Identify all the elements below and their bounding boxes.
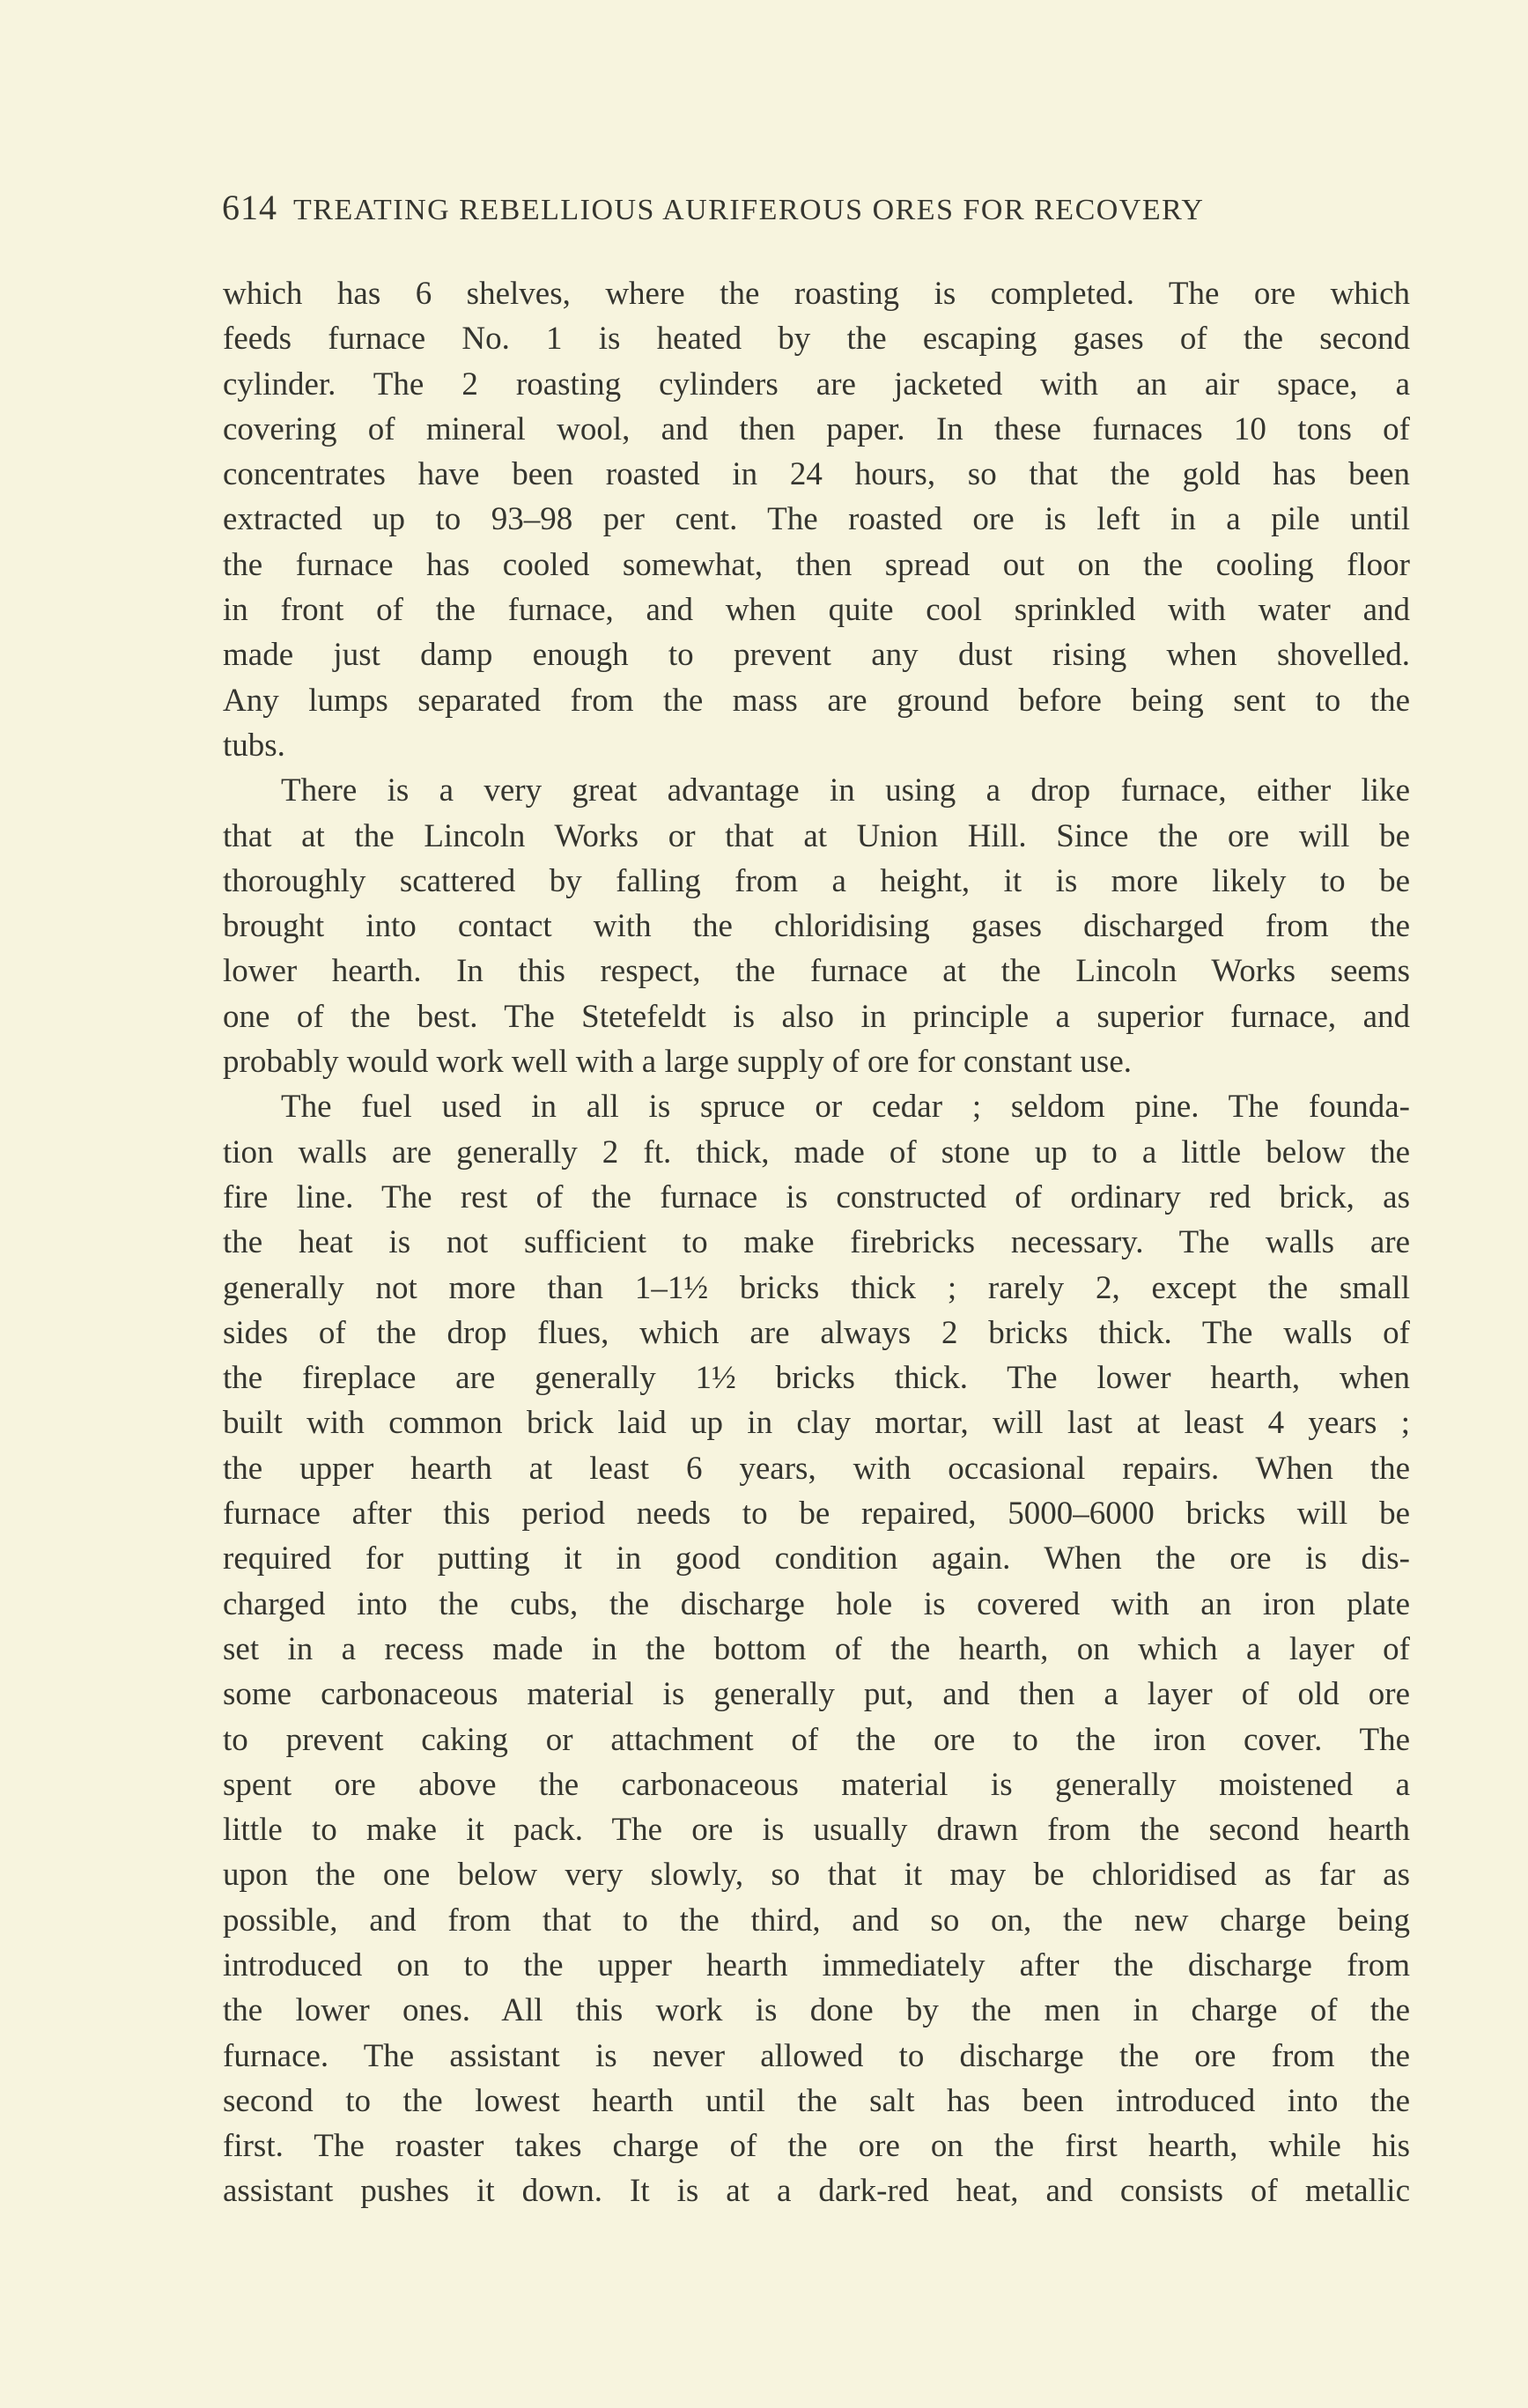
text-line: built with common brick laid up in clay mortar, will last at least 4 years ; xyxy=(223,1405,1410,1442)
text-line: introduced on to the upper hearth immediately after the discharge from xyxy=(223,1946,1410,1983)
text-line: probably would work well with a large supply of ore for constant use. xyxy=(223,1044,1133,1081)
text-line: charged into the cubs, the discharge hole is covered with an iron plate xyxy=(223,1585,1410,1622)
text-line: fire line. The rest of the furnace is constructed of ordinary red brick, as xyxy=(223,1178,1410,1215)
text-line: the lower ones. All this work is done by the men in charge of the xyxy=(223,1992,1410,2029)
text-line: sides of the drop flues, which are always 2 bricks thick. The walls of xyxy=(223,1314,1410,1351)
text-line: tubs. xyxy=(223,727,285,764)
text-line: in front of the furnace, and when quite cool sprinkled with water and xyxy=(223,592,1410,629)
text-line: which has 6 shelves, where the roasting is completed. The ore which xyxy=(223,276,1410,312)
text-line: set in a recess made in the bottom of the hearth, on which a layer of xyxy=(223,1630,1410,1667)
text-line: upon the one below very slowly, so that it may be chloridised as far as xyxy=(223,1857,1410,1894)
text-line: brought into contact with the chloridising gases discharged from the xyxy=(223,908,1410,945)
text-line: thoroughly scattered by falling from a height, it is more likely to be xyxy=(223,862,1410,899)
text-line: furnace after this period needs to be repaired, 5000–6000 bricks will be xyxy=(223,1496,1410,1533)
paragraph xyxy=(223,1084,1410,2213)
text-line: the upper hearth at least 6 years, with occasional repairs. When the xyxy=(223,1450,1410,1487)
text-line: to prevent caking or attachment of the ore to the iron cover. The xyxy=(223,1721,1410,1758)
text-line: concentrates have been roasted in 24 hours, so that the gold has been xyxy=(223,456,1410,493)
text-line: There is a very great advantage in using a drop furnace, either like xyxy=(281,772,1410,809)
text-line: assistant pushes it down. It is at a dark-red heat, and consists of metallic xyxy=(223,2173,1410,2210)
text-line: that at the Lincoln Works or that at Union Hill. Since the ore will be xyxy=(223,817,1410,854)
text-line: The fuel used in all is spruce or cedar ; seldom pine. The founda- xyxy=(281,1089,1410,1126)
text-line: covering of mineral wool, and then paper. In these furnaces 10 tons of xyxy=(223,410,1410,447)
text-line: required for putting it in good condition again. When the ore is dis- xyxy=(223,1540,1410,1577)
text-line: the fireplace are generally 1½ bricks thick. The lower hearth, when xyxy=(223,1360,1410,1397)
running-title: TREATING REBELLIOUS AURIFEROUS ORES FOR RECOVERY xyxy=(293,194,1205,226)
text-line: second to the lowest hearth until the salt has been introduced into the xyxy=(223,2082,1410,2119)
text-line: cylinder. The 2 roasting cylinders are jacketed with an air space, a xyxy=(223,366,1410,403)
page-number: 614 xyxy=(222,188,277,227)
text-line: tion walls are generally 2 ft. thick, made of stone up to a little below the xyxy=(223,1134,1410,1171)
text-line: Any lumps separated from the mass are ground before being sent to the xyxy=(223,682,1410,719)
text-line: possible, and from that to the third, and so on, the new charge being xyxy=(223,1902,1410,1939)
text-line: lower hearth. In this respect, the furnace at the Lincoln Works seems xyxy=(223,953,1410,990)
paragraph xyxy=(223,768,1410,1084)
text-line: some carbonaceous material is generally put, and then a layer of old ore xyxy=(223,1676,1410,1713)
text-line: the heat is not sufficient to make firebricks necessary. The walls are xyxy=(223,1224,1410,1261)
text-line: furnace. The assistant is never allowed to discharge the ore from the xyxy=(223,2037,1410,2074)
text-line: spent ore above the carbonaceous material is generally moistened a xyxy=(223,1766,1410,1803)
text-line: one of the best. The Stetefeldt is also in principle a superior furnace, and xyxy=(223,998,1410,1035)
text-line: generally not more than 1–1½ bricks thick ; rarely 2, except the small xyxy=(223,1269,1410,1306)
body-text xyxy=(223,271,1410,2214)
text-line: made just damp enough to prevent any dust rising when shovelled. xyxy=(223,637,1410,674)
text-line: first. The roaster takes charge of the ore on the first hearth, while his xyxy=(223,2128,1410,2165)
text-line: little to make it pack. The ore is usually drawn from the second hearth xyxy=(223,1812,1410,1849)
text-line: extracted up to 93–98 per cent. The roasted ore is left in a pile until xyxy=(223,501,1410,538)
paragraph xyxy=(223,271,1410,768)
text-line: feeds furnace No. 1 is heated by the escaping gases of the second xyxy=(223,321,1410,358)
running-header xyxy=(222,187,1413,231)
text-line: the furnace has cooled somewhat, then spread out on the cooling floor xyxy=(223,546,1410,583)
